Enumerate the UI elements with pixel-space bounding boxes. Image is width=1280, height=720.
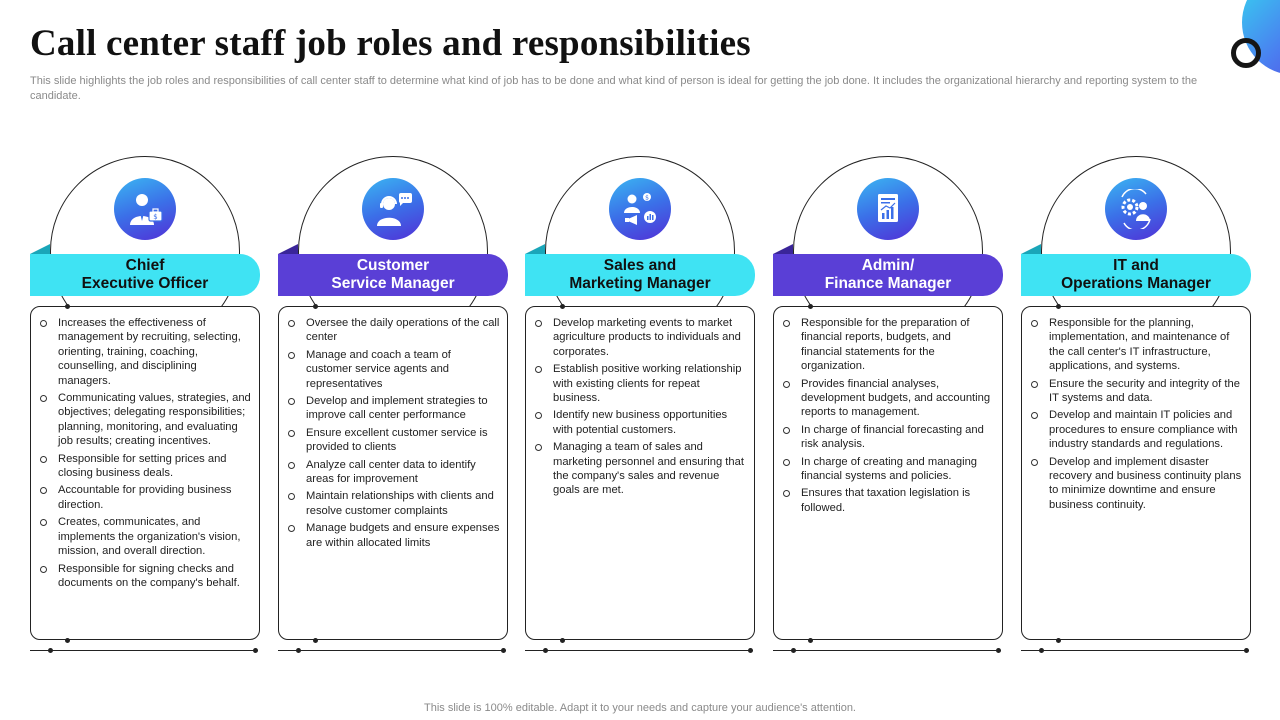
box-dot (808, 638, 813, 643)
list-item: Develop and maintain IT policies and procedures to ensure compliance with industry standards and regulations. (1029, 408, 1243, 451)
sales-marketing-icon (609, 178, 671, 240)
role-title-banner: Admin/ Finance Manager (773, 254, 1003, 296)
corner-ring-icon (1231, 38, 1261, 68)
line-dot (1244, 648, 1249, 653)
slide-title: Call center staff job roles and responsibilities (30, 23, 751, 64)
line-dot (253, 648, 258, 653)
banner-fold (1021, 244, 1041, 254)
bottom-divider (30, 650, 258, 651)
list-item: Maintain relationships with clients and resolve customer complaints (286, 489, 500, 518)
line-dot (996, 648, 1001, 653)
banner-fold (30, 244, 50, 254)
role-card-admin-finance (773, 156, 1003, 656)
line-dot (296, 648, 301, 653)
bottom-divider (525, 650, 753, 651)
responsibilities-list (533, 316, 747, 501)
list-item: Creates, communicates, and implements the organization's vision, mission, and overall direction. (38, 515, 252, 558)
role-card-sales-marketing (525, 156, 755, 656)
role-card-ceo (30, 156, 260, 656)
bottom-divider (278, 650, 506, 651)
list-item: Increases the effectiveness of management by recruiting, selecting, orienting, training, coaching, counselling, and disciplining managers. (38, 316, 252, 388)
line-dot (791, 648, 796, 653)
list-item: Develop and implement strategies to improve call center performance (286, 394, 500, 423)
role-title-banner: Chief Executive Officer (30, 254, 260, 296)
box-dot (560, 304, 565, 309)
box-dot (65, 638, 70, 643)
role-card-customer-service (278, 156, 508, 656)
svg-text:$: $ (645, 194, 649, 202)
line-dot (543, 648, 548, 653)
box-dot (560, 638, 565, 643)
finance-report-icon (857, 178, 919, 240)
executive-icon (114, 178, 176, 240)
list-item: Identify new business opportunities with potential customers. (533, 408, 747, 437)
list-item: Responsible for the planning, implementation, and maintenance of the call center's IT infrastructure, applications, and systems. (1029, 316, 1243, 374)
line-dot (48, 648, 53, 653)
box-dot (313, 304, 318, 309)
slide-subtitle: This slide highlights the job roles and responsibilities of call center staff to determine what kind of job has to be done and what kind of person is ideal for getting the job done. It includes the organizational hierarchy and reporting system to the candidate. (30, 75, 1198, 102)
box-dot (313, 638, 318, 643)
box-dot (1056, 304, 1061, 309)
list-item: In charge of financial forecasting and risk analysis. (781, 423, 995, 452)
list-item: Ensures that taxation legislation is followed. (781, 486, 995, 515)
list-item: Analyze call center data to identify areas for improvement (286, 458, 500, 487)
responsibilities-list (286, 316, 500, 553)
role-title-banner: Customer Service Manager (278, 254, 508, 296)
list-item: Ensure the security and integrity of the IT systems and data. (1029, 377, 1243, 406)
list-item: Oversee the daily operations of the call center (286, 316, 500, 345)
list-item: Responsible for the preparation of financial reports, budgets, and financial statements for the organization. (781, 316, 995, 374)
role-title-banner: Sales and Marketing Manager (525, 254, 755, 296)
list-item: Ensure excellent customer service is provided to clients (286, 426, 500, 455)
list-item: Develop and implement disaster recovery and business continuity plans to minimize downtime and ensure business continuity. (1029, 455, 1243, 513)
headset-agent-icon (362, 178, 424, 240)
banner-fold (525, 244, 545, 254)
list-item: Provides financial analyses, development budgets, and accounting reports to management. (781, 377, 995, 420)
box-dot (808, 304, 813, 309)
list-item: Establish positive working relationship with existing clients for repeat business. (533, 362, 747, 405)
responsibilities-list (781, 316, 995, 518)
box-dot (1056, 638, 1061, 643)
svg-text:$: $ (153, 213, 158, 221)
list-item: Manage budgets and ensure expenses are within allocated limits (286, 521, 500, 550)
list-item: Responsible for setting prices and closing business deals. (38, 452, 252, 481)
box-dot (65, 304, 70, 309)
list-item: Develop marketing events to market agriculture products to individuals and corporates. (533, 316, 747, 359)
list-item: In charge of creating and managing financial systems and policies. (781, 455, 995, 484)
line-dot (501, 648, 506, 653)
bottom-divider (773, 650, 1001, 651)
list-item: Communicating values, strategies, and objectives; delegating responsibilities; planning, monitoring, and evaluating job results; creating incentives. (38, 391, 252, 449)
role-card-it-operations (1021, 156, 1251, 656)
banner-fold (773, 244, 793, 254)
it-operations-icon (1105, 178, 1167, 240)
bottom-divider (1021, 650, 1249, 651)
responsibilities-list (38, 316, 252, 593)
list-item: Manage and coach a team of customer service agents and representatives (286, 348, 500, 391)
responsibilities-list (1029, 316, 1243, 515)
line-dot (1039, 648, 1044, 653)
banner-fold (278, 244, 298, 254)
list-item: Responsible for signing checks and documents on the company's behalf. (38, 562, 252, 591)
line-dot (748, 648, 753, 653)
slide-footer: This slide is 100% editable. Adapt it to your needs and capture your audience's attention. (424, 702, 856, 714)
list-item: Accountable for providing business direction. (38, 483, 252, 512)
list-item: Managing a team of sales and marketing personnel and ensuring that the company's sales and revenue goals are met. (533, 440, 747, 498)
role-title-banner: IT and Operations Manager (1021, 254, 1251, 296)
